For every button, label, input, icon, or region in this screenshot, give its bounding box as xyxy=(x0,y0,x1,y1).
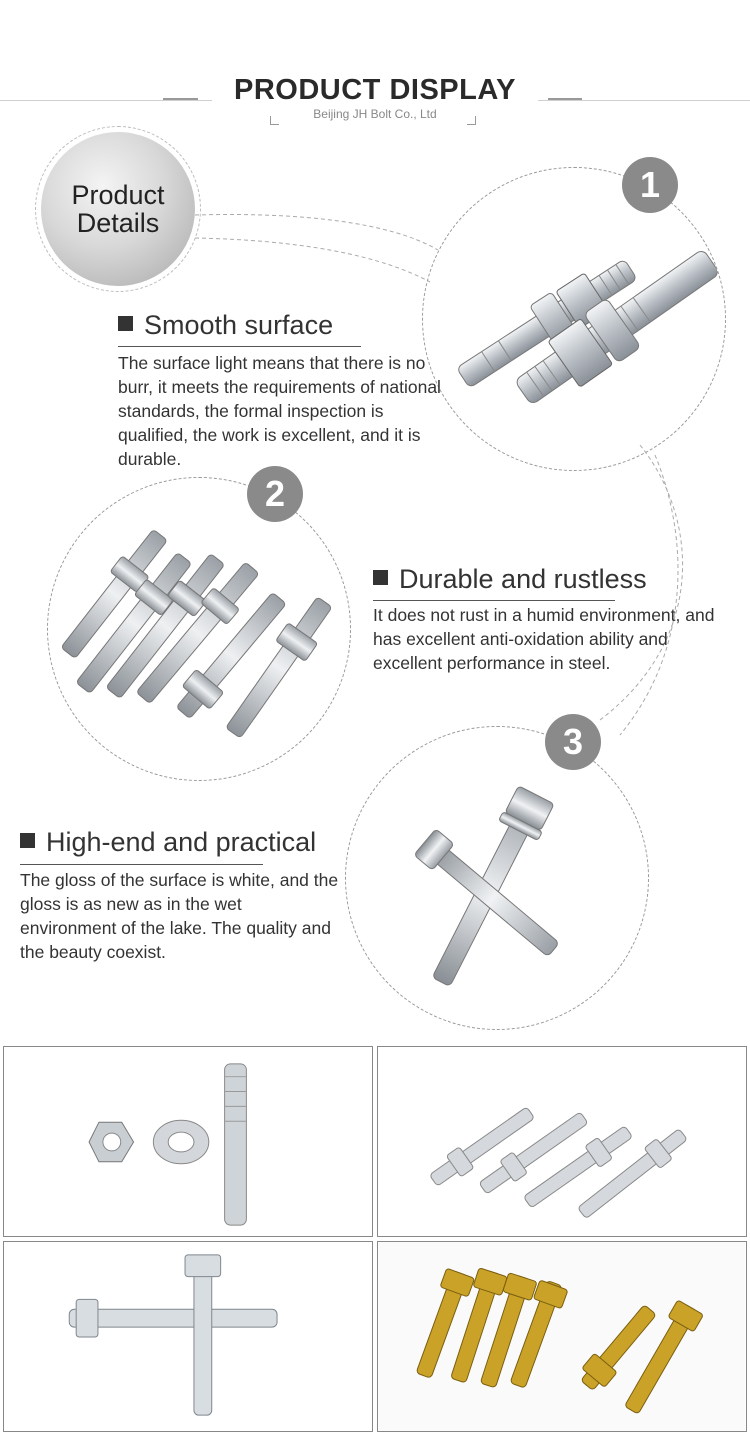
step-number-3: 3 xyxy=(545,714,601,770)
photo-yellow-zinc-bolts xyxy=(377,1241,747,1432)
feature-image-2 xyxy=(47,477,351,781)
feature-3-underline xyxy=(20,864,263,865)
feature-1-title: Smooth surface xyxy=(118,310,333,341)
badge-line-2: Details xyxy=(76,208,160,238)
feature-2-underline xyxy=(373,600,615,601)
feature-image-3 xyxy=(345,726,649,1030)
photo-parts-kit xyxy=(3,1046,373,1237)
page-subtitle: Beijing JH Bolt Co., Ltd xyxy=(313,107,437,121)
badge-line-1: Product xyxy=(71,180,165,210)
photo-zinc-bolts xyxy=(3,1241,373,1432)
feature-3-title: High-end and practical xyxy=(20,827,316,858)
step-number-1: 1 xyxy=(622,157,678,213)
square-bullet-icon xyxy=(373,570,388,585)
feature-1-underline xyxy=(118,346,361,347)
feature-2-text: It does not rust in a humid environment, and has excellent anti-oxidation ability and excellent performance in steel. xyxy=(373,605,715,673)
photo-four-bolts xyxy=(377,1046,747,1237)
feature-3-text: The gloss of the surface is white, and the gloss is as new as in the wet environment of the lake. The quality and the beauty coexist. xyxy=(20,870,339,962)
page-title: PRODUCT DISPLAY xyxy=(0,74,750,107)
step-number-2: 2 xyxy=(247,466,303,522)
square-bullet-icon xyxy=(118,316,133,331)
feature-image-1 xyxy=(422,167,726,471)
feature-1-text: The surface light means that there is no burr, it meets the requirements of national standards, the formal inspection is qualified, the work is excellent, and it is durable. xyxy=(118,353,441,469)
square-bullet-icon xyxy=(20,833,35,848)
product-details-badge xyxy=(41,132,195,286)
feature-2-title: Durable and rustless xyxy=(373,564,647,595)
